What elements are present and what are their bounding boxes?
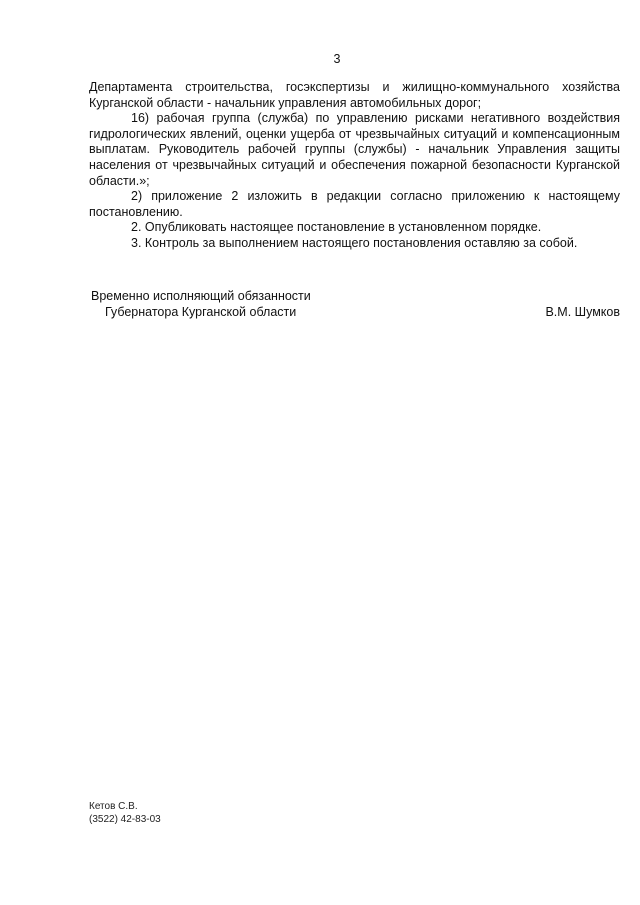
signatory-name: В.М. Шумков xyxy=(545,304,620,319)
paragraph-item-2-appendix: 2) приложение 2 изложить в редакции согласно приложению к настоящему постановлению. xyxy=(89,189,620,219)
paragraph-item-16: 16) рабочая группа (служба) по управлению рисками негативного воздействия гидрологических явлений, оценки ущерба от чрезвычайных ситуаций и компенсационным выплатам. Руководитель рабочей группы (службы) - начальник Управления защиты населения от чрезвычайных ситуаций и обеспечения пожарной безопасности Курганской области.»; xyxy=(89,111,620,188)
executor-footer xyxy=(89,800,161,826)
paragraph-publish: 2. Опубликовать настоящее постановление в установленном порядке. xyxy=(131,220,542,235)
signatory-position-line1: Временно исполняющий обязанности xyxy=(91,289,311,303)
executor-phone: (3522) 42-83-03 xyxy=(89,814,161,825)
executor-name: Кетов С.В. xyxy=(89,801,138,812)
paragraph-control: 3. Контроль за выполнением настоящего постановления оставляю за собой. xyxy=(131,235,578,250)
signatory-row xyxy=(91,305,620,321)
page-number: 3 xyxy=(333,52,341,66)
paragraph-continuation: Департамента строительства, госэкспертизы и жилищно-коммунального хозяйства Курганской области - начальник управления автомобильных дорог; xyxy=(89,80,620,110)
document-body xyxy=(89,80,620,252)
signature-block xyxy=(91,289,620,320)
signatory-position-line2: Губернатора Курганской области xyxy=(105,304,297,319)
